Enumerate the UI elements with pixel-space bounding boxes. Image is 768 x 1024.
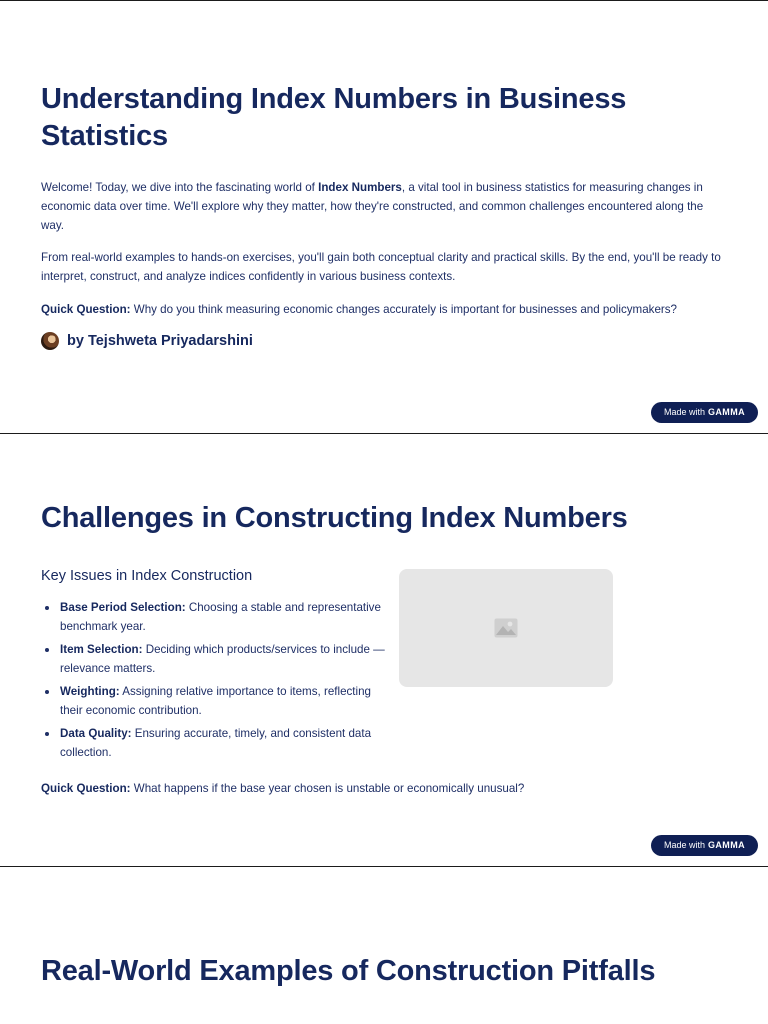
list-item [60,724,395,762]
made-with-gamma-badge[interactable] [651,835,758,856]
bullet-label: Item Selection: [60,643,143,656]
quick-question-1 [41,300,726,319]
quick-question-label: Quick Question: [41,782,131,795]
bullet-text: Ensuring accurate, timely, and consistent data collection. [60,727,372,759]
slide-2 [0,433,768,866]
image-placeholder [399,569,613,687]
avatar [41,332,59,350]
intro-text-start: Welcome! Today, we dive into the fascinating world of [41,181,319,194]
bullet-label: Data Quality: [60,727,132,740]
quick-question-2 [41,779,726,798]
made-with-gamma-badge[interactable] [651,402,758,423]
gamma-logo: GAMMA [708,407,745,417]
slide-3 [0,866,768,1024]
badge-prefix: Made with [663,407,705,417]
quick-question-text: Why do you think measuring economic changes accurately is important for businesses and policymakers? [130,303,678,316]
intro-text-end: , a vital tool in business statistics for measuring changes in economic data over time. We'll explore why they matter, how they're constructed, and common challenges encountered along the way. [41,181,704,232]
badge-prefix: Made with [663,840,705,850]
slide-1 [0,0,768,433]
list-item [60,682,395,720]
author-byline [41,332,253,350]
bullet-text: Choosing a stable and representative benchmark year. [60,601,381,633]
slide-3-title: Real-World Examples of Construction Pitfalls [41,955,656,987]
list-item [60,598,395,636]
paragraph-2: From real-world examples to hands-on exercises, you'll gain both conceptual clarity and practical skills. By the end, you'll be ready to interpret, construct, and analyze indices confidently in various business contexts. [41,251,721,283]
quick-question-label: Quick Question: [41,303,131,316]
bullet-label: Base Period Selection: [60,601,186,614]
intro-paragraph [41,178,726,235]
gamma-logo: GAMMA [708,840,745,850]
bullet-text: Assigning relative importance to items, reflecting their economic contribution. [60,685,372,717]
image-icon [494,618,518,638]
intro-bold-term: Index Numbers [318,181,402,194]
bullet-text: Deciding which products/services to include — relevance matters. [60,643,385,675]
key-issues-list [41,598,395,766]
list-item [60,640,395,678]
slide-1-title: Understanding Index Numbers in Business Statistics [41,83,627,152]
quick-question-text: What happens if the base year chosen is unstable or economically unusual? [130,782,525,795]
key-issues-heading: Key Issues in Index Construction [41,568,253,584]
author-name: by Tejshweta Priyadarshini [67,333,253,349]
slide-2-title: Challenges in Constructing Index Numbers [41,502,628,534]
bullet-label: Weighting: [60,685,120,698]
